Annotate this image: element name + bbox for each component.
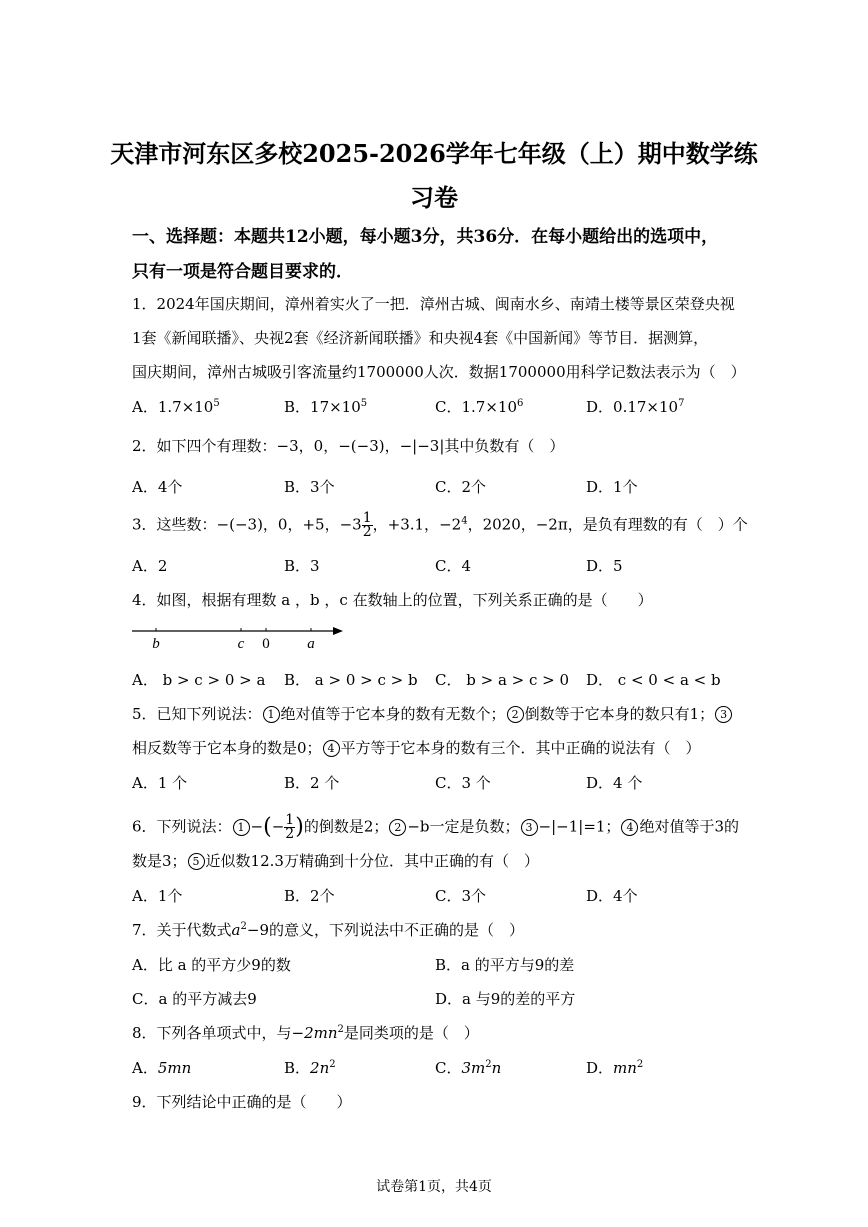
q3-option-a: A．2 (132, 557, 168, 575)
q5-line-1: 5．已知下列说法： 1 绝对值等于它本身的数有无数个； 2 倒数等于它本身的数只有1； 3 (132, 706, 733, 723)
q7-option-a: A．比 a 的平方少9的数 (132, 956, 291, 974)
section-1-heading-line-2: 只有一项是符合题目要求的． (132, 262, 353, 282)
q3-option-d: D．5 (586, 557, 623, 575)
circled-number: 4 (621, 819, 638, 836)
label-0: 0 (262, 636, 270, 652)
q6-option-a: A．1个 (132, 887, 183, 905)
q6-fraction: $\frac{1}{2}$ (285, 812, 295, 842)
circled-number: 1 (233, 819, 250, 836)
q8-option-d: D．$mn^2$ (586, 1059, 644, 1077)
q1-option-a: A．$1.7\times 10^5$ (132, 398, 220, 416)
q6-option-d: D．4个 (586, 887, 638, 905)
q9-stem: 9．下列结论中正确的是（ ） (132, 1093, 352, 1111)
q4-option-a: A． b > c > 0 > a (132, 671, 266, 689)
q3-option-b: B．3 (284, 557, 320, 575)
exam-title-line-1: 天津市河东区多校2025-2026学年七年级（上）期中数学练 (110, 139, 758, 168)
circled-number: 5 (188, 853, 205, 870)
section-1-heading-line-1: 一、选择题：本题共12小题，每小题3分，共36分．在每小题给出的选项中， (132, 227, 719, 247)
q5-line-2: 相反数等于它本身的数是0； 4 平方等于它本身的数有三个．其中正确的说法有（ ） (132, 739, 701, 757)
q1-option-b: B．$17\times 10^5$ (284, 398, 368, 416)
exam-title-line-2: 习卷 (410, 183, 458, 212)
circled-number: 4 (323, 740, 340, 757)
q6-line-2: 数是3； 5 近似数12.3万精确到十分位．其中正确的有（ ） (132, 852, 539, 870)
q5-option-d: D．4 个 (586, 774, 643, 792)
q8-option-a: A．5mn (132, 1059, 192, 1077)
q4-option-b: B． a > 0 > c > b (284, 671, 418, 689)
label-c: c (237, 636, 245, 652)
q4-stem: 4．如图，根据有理数 a ，b ，c 在数轴上的位置，下列关系正确的是（ ） (132, 591, 653, 609)
q8-stem: 8．下列各单项式中，与$-2mn^2$是同类项的是（ ） (132, 1024, 479, 1042)
circled-number: 3 (715, 706, 732, 723)
circled-number: 2 (389, 819, 406, 836)
circled-number: 3 (521, 819, 538, 836)
q7-option-c: C．a 的平方减去9 (132, 990, 257, 1008)
q7-option-b: B．a 的平方与9的差 (435, 956, 575, 974)
q6-option-c: C．3个 (435, 887, 487, 905)
q7-stem: 7．关于代数式$a^2-9$的意义，下列说法中不正确的是（ ） (132, 921, 525, 939)
q1-line-3: 国庆期间，漳州古城吸引客流量约1700000人次．数据1700000用科学记数法表示为（ ） (132, 363, 746, 381)
q2-option-c: C．2个 (435, 478, 487, 496)
q8-option-c: C．$3m^2n$ (435, 1059, 502, 1077)
circled-number: 2 (507, 706, 524, 723)
q5-option-b: B．2 个 (284, 774, 340, 792)
circled-number: 1 (263, 706, 280, 723)
q4-option-c: C． b > a > c > 0 (435, 671, 570, 689)
label-a: a (307, 636, 315, 652)
q2-stem: 2．如下四个有理数：−3，0，−(−3)，−|−3|其中负数有（ ） (132, 437, 565, 455)
q2-option-b: B．3个 (284, 478, 335, 496)
label-b: b (152, 636, 160, 652)
q1-line-2: 1套《新闻联播》、央视2套《经济新闻联播》和央视4套《中国新闻》等节目．据测算， (132, 329, 709, 347)
q3-option-c: C．4 (435, 557, 472, 575)
q2-option-d: D．1个 (586, 478, 638, 496)
q4-option-d: D． c < 0 < a < b (586, 671, 721, 689)
q7-option-d: D．a 与9的差的平方 (435, 990, 576, 1008)
q2-option-a: A．4个 (132, 478, 183, 496)
q1-option-c: C．$1.7\times 10^6$ (435, 398, 524, 416)
q5-option-a: A．1 个 (132, 774, 188, 792)
q1-option-d: D．$0.17\times 10^7$ (586, 398, 685, 416)
q3-fraction: $\frac{1}{2}$ (362, 510, 372, 540)
q3-stem: 3．这些数：−(−3)，0，+5，−3 $\frac{1}{2}$ ，+3.1，$-2^4$，2020，−2π，是负有理数的有（ ）个 (132, 510, 748, 540)
q6-option-b: B．2个 (284, 887, 335, 905)
q8-option-b: B．$2n^2$ (284, 1059, 336, 1077)
number-line-arrow-icon (333, 627, 343, 635)
q4-number-line (130, 624, 350, 654)
q5-option-c: C．3 个 (435, 774, 491, 792)
q6-line-1: 6．下列说法： 1 −(− $\frac{1}{2}$ )的倒数是2； 2 −b一定是负数； 3 −|−1|=1； 4 绝对值等于3的 (132, 812, 739, 842)
q1-line-1: 1．2024年国庆期间，漳州着实火了一把．漳州古城、闽南水乡、南靖土楼等景区荣登央视 (132, 295, 735, 313)
page-footer: 试卷第1页，共4页 (376, 1179, 492, 1195)
